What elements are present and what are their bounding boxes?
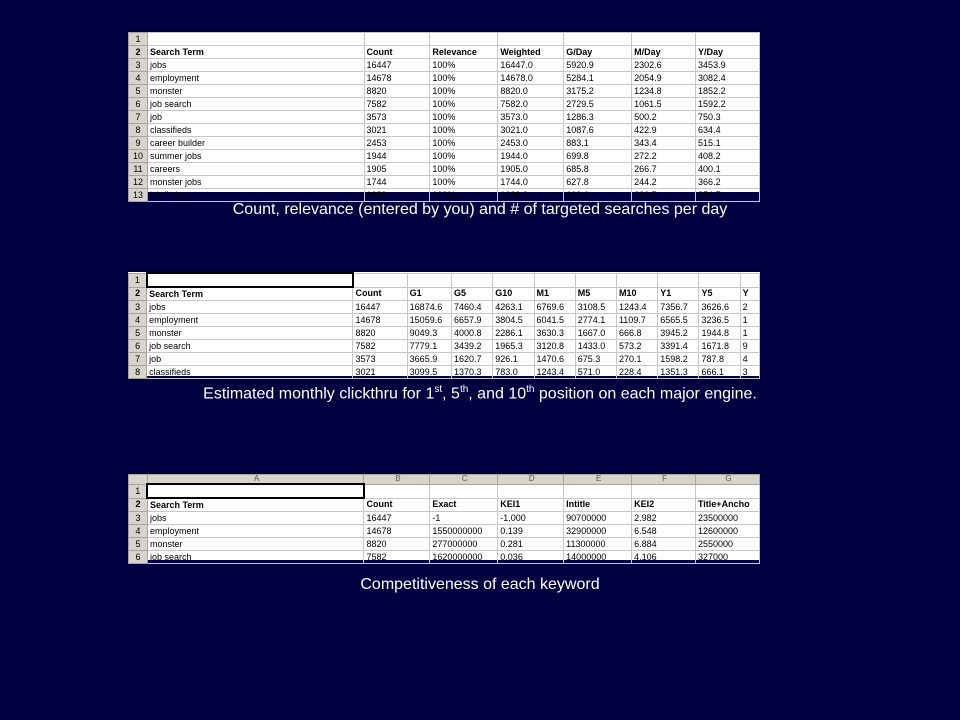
- header-cell[interactable]: M5: [575, 287, 616, 301]
- table-cell[interactable]: 3021: [364, 124, 430, 137]
- row-number[interactable]: 2: [129, 46, 148, 59]
- table-cell[interactable]: 16447: [364, 59, 430, 72]
- row-number[interactable]: 11: [129, 163, 148, 176]
- table-cell[interactable]: 1689: [364, 189, 430, 202]
- header-cell[interactable]: Count: [364, 498, 430, 512]
- table-cell[interactable]: 1852.2: [696, 85, 760, 98]
- table-cell[interactable]: 1944.0: [498, 150, 564, 163]
- table-cell[interactable]: 3573: [364, 111, 430, 124]
- table-cell[interactable]: careers: [147, 163, 364, 176]
- column-letter[interactable]: G: [695, 475, 759, 485]
- table-row: [129, 301, 760, 314]
- table-cell[interactable]: job: [147, 111, 364, 124]
- row-number[interactable]: 6: [129, 340, 147, 353]
- row-number[interactable]: 2: [129, 498, 148, 512]
- table-cell[interactable]: job search: [147, 98, 364, 111]
- table-cell[interactable]: 9049.3: [407, 327, 451, 340]
- table-cell[interactable]: 100%: [430, 176, 498, 189]
- row-1: [129, 273, 760, 287]
- table-cell[interactable]: 100%: [430, 150, 498, 163]
- table-cell[interactable]: 2: [740, 301, 759, 314]
- row-number[interactable]: 3: [129, 512, 148, 525]
- row-number[interactable]: 4: [129, 525, 148, 538]
- table-cell[interactable]: 1744.0: [498, 176, 564, 189]
- table-cell[interactable]: 8820: [364, 85, 430, 98]
- table-cell[interactable]: 100%: [430, 124, 498, 137]
- table-cell[interactable]: 3236.5: [699, 314, 740, 327]
- table-cell[interactable]: classifieds: [147, 124, 364, 137]
- table-cell[interactable]: 1: [740, 327, 759, 340]
- caption-clickthru: [0, 384, 960, 403]
- table-cell[interactable]: 14678: [353, 314, 407, 327]
- column-letter[interactable]: D: [498, 475, 564, 485]
- table-cell[interactable]: 0.036: [498, 551, 564, 564]
- header-cell[interactable]: Count: [353, 287, 407, 301]
- table-cell[interactable]: 1905.0: [498, 163, 564, 176]
- selected-cell[interactable]: [147, 273, 353, 287]
- table-cell[interactable]: 1689.0: [498, 189, 564, 202]
- table-row: [129, 327, 760, 340]
- header-cell[interactable]: M/Day: [632, 46, 696, 59]
- header-cell[interactable]: Intitle: [564, 498, 632, 512]
- table-cell[interactable]: 11300000: [564, 538, 632, 551]
- table-cell[interactable]: 100%: [430, 98, 498, 111]
- table-cell[interactable]: 1351.3: [658, 366, 699, 379]
- table-cell[interactable]: 3021: [353, 366, 407, 379]
- table-cell[interactable]: 699.8: [564, 150, 632, 163]
- table-cell[interactable]: 3573.0: [498, 111, 564, 124]
- table-cell[interactable]: classifieds: [147, 366, 353, 379]
- table-cell[interactable]: 515.1: [696, 137, 760, 150]
- table-row: [129, 137, 760, 150]
- table-cell[interactable]: 634.4: [696, 124, 760, 137]
- table-cell[interactable]: 1243.4: [534, 366, 575, 379]
- table-cell[interactable]: 2302.6: [632, 59, 696, 72]
- table-cell[interactable]: 2.982: [632, 512, 696, 525]
- table-cell[interactable]: monster: [147, 538, 364, 551]
- table-cell[interactable]: 100%: [430, 137, 498, 150]
- row-1: [129, 484, 760, 498]
- table-cell[interactable]: 573.2: [616, 340, 657, 353]
- table-cell[interactable]: 4: [740, 353, 759, 366]
- table-cell[interactable]: 1944: [364, 150, 430, 163]
- row-number[interactable]: 7: [129, 353, 147, 366]
- caption-sup: st: [434, 384, 443, 395]
- column-letter[interactable]: C: [430, 475, 498, 485]
- table-cell[interactable]: 16447.0: [498, 59, 564, 72]
- table-cell[interactable]: 9: [740, 340, 759, 353]
- table-cell[interactable]: 3630.3: [534, 327, 575, 340]
- table-cell[interactable]: 3573: [353, 353, 407, 366]
- table-cell[interactable]: 6769.6: [534, 301, 575, 314]
- table-cell[interactable]: 3804.5: [493, 314, 534, 327]
- table-cell[interactable]: 3945.2: [658, 327, 699, 340]
- table-cell[interactable]: 926.1: [493, 353, 534, 366]
- header-row: [129, 287, 760, 301]
- header-cell[interactable]: Count: [364, 46, 430, 59]
- header-cell[interactable]: Search Term: [147, 287, 353, 301]
- header-cell[interactable]: Y: [740, 287, 759, 301]
- row-number[interactable]: 5: [129, 327, 147, 340]
- column-letter[interactable]: B: [364, 475, 430, 485]
- table-cell[interactable]: 1667.0: [575, 327, 616, 340]
- header-cell[interactable]: M1: [534, 287, 575, 301]
- table-row: [129, 512, 760, 525]
- header-cell[interactable]: Relevance: [430, 46, 498, 59]
- table-cell[interactable]: 1620000000: [430, 551, 498, 564]
- caption-sup: th: [526, 384, 535, 395]
- table-cell[interactable]: monster: [147, 327, 353, 340]
- table-cell[interactable]: 750.3: [696, 111, 760, 124]
- table-cell[interactable]: 244.2: [632, 176, 696, 189]
- table-row: [129, 124, 760, 137]
- table-row: [129, 98, 760, 111]
- row-number[interactable]: 7: [129, 111, 148, 124]
- table-cell[interactable]: 277000000: [430, 538, 498, 551]
- table-row: [129, 353, 760, 366]
- table-cell[interactable]: 685.8: [564, 163, 632, 176]
- header-row: [129, 46, 760, 59]
- row-number[interactable]: 4: [129, 72, 148, 85]
- table-cell[interactable]: 272.2: [632, 150, 696, 163]
- table-cell[interactable]: 3082.4: [696, 72, 760, 85]
- table-row: [129, 366, 760, 379]
- table-cell[interactable]: 2774.1: [575, 314, 616, 327]
- table-cell[interactable]: 4000.8: [452, 327, 493, 340]
- table-cell[interactable]: 3108.5: [575, 301, 616, 314]
- table-cell[interactable]: 4263.1: [493, 301, 534, 314]
- table-cell[interactable]: employment: [147, 72, 364, 85]
- row-number[interactable]: 1: [129, 273, 147, 287]
- column-letters-row: [129, 475, 760, 485]
- table-cell[interactable]: 3626.6: [699, 301, 740, 314]
- table-cell[interactable]: 343.4: [632, 137, 696, 150]
- table-cell[interactable]: 8820: [353, 327, 407, 340]
- caption-text: Estimated monthly clickthru for 1: [203, 385, 435, 403]
- table-cell[interactable]: 270.1: [616, 353, 657, 366]
- table-cell[interactable]: summer jobs: [147, 150, 364, 163]
- header-cell[interactable]: G10: [493, 287, 534, 301]
- header-cell[interactable]: Search Term: [147, 46, 364, 59]
- caption-competitiveness: Competitiveness of each keyword: [360, 576, 600, 593]
- table-cell[interactable]: 783.0: [493, 366, 534, 379]
- row-number[interactable]: 1: [129, 484, 148, 498]
- table-cell[interactable]: 1470.6: [534, 353, 575, 366]
- table-cell[interactable]: 2286.1: [493, 327, 534, 340]
- table-cell[interactable]: 100%: [430, 189, 498, 202]
- row-number[interactable]: 3: [129, 301, 147, 314]
- table-cell[interactable]: 3175.2: [564, 85, 632, 98]
- table-cell[interactable]: 1671.8: [699, 340, 740, 353]
- table-cell[interactable]: 0.281: [498, 538, 564, 551]
- row-number[interactable]: 5: [129, 85, 148, 98]
- table-row: [129, 176, 760, 189]
- header-cell[interactable]: Search Term: [147, 498, 364, 512]
- table-cell[interactable]: 2453: [364, 137, 430, 150]
- header-cell[interactable]: Exact: [430, 498, 498, 512]
- table-row: [129, 163, 760, 176]
- table-cell[interactable]: 1370.3: [452, 366, 493, 379]
- table-cell[interactable]: job search: [147, 340, 353, 353]
- table-cell[interactable]: 6041.5: [534, 314, 575, 327]
- table-cell[interactable]: 100%: [430, 111, 498, 124]
- header-cell[interactable]: Y1: [658, 287, 699, 301]
- row-number[interactable]: 8: [129, 366, 147, 379]
- table-cell[interactable]: 1: [740, 314, 759, 327]
- table-cell[interactable]: 14678: [364, 525, 430, 538]
- table-cell[interactable]: 14678.0: [498, 72, 564, 85]
- table-row: [129, 525, 760, 538]
- table-cell[interactable]: 32900000: [564, 525, 632, 538]
- table-cell[interactable]: 228.4: [616, 366, 657, 379]
- table-cell[interactable]: 3665.9: [407, 353, 451, 366]
- spreadsheet-search-counts: [128, 32, 760, 200]
- header-cell[interactable]: G/Day: [564, 46, 632, 59]
- table-row: [129, 314, 760, 327]
- table-cell[interactable]: 1087.6: [564, 124, 632, 137]
- header-cell[interactable]: Weighted: [498, 46, 564, 59]
- table-cell[interactable]: 666.1: [699, 366, 740, 379]
- table-cell[interactable]: 100%: [430, 72, 498, 85]
- table-cell[interactable]: 883.1: [564, 137, 632, 150]
- table-cell[interactable]: 1965.3: [493, 340, 534, 353]
- table-cell[interactable]: 7779.1: [407, 340, 451, 353]
- table-cell[interactable]: 1592.2: [696, 98, 760, 111]
- table-cell[interactable]: 16874.6: [407, 301, 451, 314]
- table-cell[interactable]: 666.8: [616, 327, 657, 340]
- header-cell[interactable]: Y/Day: [696, 46, 760, 59]
- row-number[interactable]: 4: [129, 314, 147, 327]
- spreadsheet-competitiveness: [128, 474, 760, 560]
- caption-sup: th: [459, 384, 469, 395]
- table-cell[interactable]: 90700000: [564, 512, 632, 525]
- table-cell[interactable]: jobs: [147, 59, 364, 72]
- table-cell[interactable]: 608.0: [564, 189, 632, 202]
- table-cell[interactable]: job search: [147, 551, 364, 564]
- table-cell[interactable]: -1.000: [498, 512, 564, 525]
- table-row: [129, 59, 760, 72]
- table-cell[interactable]: 3099.5: [407, 366, 451, 379]
- table-row: [129, 551, 760, 564]
- header-cell[interactable]: Y5: [699, 287, 740, 301]
- table-cell[interactable]: 5284.1: [564, 72, 632, 85]
- table-cell[interactable]: 408.2: [696, 150, 760, 163]
- clickthru-table: [128, 272, 760, 379]
- table-cell[interactable]: 23500000: [695, 512, 759, 525]
- table-cell[interactable]: 7582: [364, 551, 430, 564]
- table-row: [129, 340, 760, 353]
- table-cell[interactable]: 1550000000: [430, 525, 498, 538]
- table-cell[interactable]: 7460.4: [452, 301, 493, 314]
- table-cell[interactable]: 3453.9: [696, 59, 760, 72]
- table-cell[interactable]: 1433.0: [575, 340, 616, 353]
- table-cell[interactable]: 1061.5: [632, 98, 696, 111]
- row-number[interactable]: 6: [129, 98, 148, 111]
- table-cell[interactable]: 1286.3: [564, 111, 632, 124]
- header-cell[interactable]: KEI1: [498, 498, 564, 512]
- table-cell[interactable]: 4.106: [632, 551, 696, 564]
- table-row: [129, 85, 760, 98]
- column-letter[interactable]: E: [564, 475, 632, 485]
- table-cell[interactable]: 6.548: [632, 525, 696, 538]
- row-number[interactable]: 8: [129, 124, 148, 137]
- table-cell[interactable]: 1598.2: [658, 353, 699, 366]
- row-number[interactable]: 2: [129, 287, 147, 301]
- table-cell[interactable]: jobs: [147, 512, 364, 525]
- table-cell[interactable]: 6657.9: [452, 314, 493, 327]
- table-cell[interactable]: 100%: [430, 163, 498, 176]
- competitiveness-table: [128, 474, 760, 564]
- table-cell[interactable]: 7582.0: [498, 98, 564, 111]
- table-cell[interactable]: employment: [147, 314, 353, 327]
- partial-top-row: 1: [129, 33, 760, 46]
- table-cell[interactable]: 0.139: [498, 525, 564, 538]
- row-number[interactable]: 3: [129, 59, 148, 72]
- header-cell[interactable]: G1: [407, 287, 451, 301]
- table-cell[interactable]: 3: [740, 366, 759, 379]
- table-cell[interactable]: 1744: [364, 176, 430, 189]
- table-cell[interactable]: 7582: [353, 340, 407, 353]
- table-cell[interactable]: job listings: [147, 189, 364, 202]
- table-cell[interactable]: 16447: [364, 512, 430, 525]
- table-row: [129, 538, 760, 551]
- table-cell[interactable]: 100%: [430, 59, 498, 72]
- caption-text: position on each major engine.: [534, 385, 757, 403]
- table-cell[interactable]: 1243.4: [616, 301, 657, 314]
- table-row: [129, 111, 760, 124]
- table-cell[interactable]: 6565.5: [658, 314, 699, 327]
- table-cell[interactable]: 16447: [353, 301, 407, 314]
- table-cell[interactable]: 7582: [364, 98, 430, 111]
- table-cell[interactable]: 12600000: [695, 525, 759, 538]
- caption-counts: Count, relevance (entered by you) and # of targeted searches per day: [232, 201, 728, 218]
- table-cell[interactable]: 1109.7: [616, 314, 657, 327]
- selected-cell[interactable]: [147, 484, 364, 498]
- table-cell[interactable]: 627.8: [564, 176, 632, 189]
- caption-text: , and 10: [468, 385, 527, 403]
- table-cell[interactable]: 14678: [364, 72, 430, 85]
- table-cell[interactable]: 787.8: [699, 353, 740, 366]
- table-cell[interactable]: 1944.8: [699, 327, 740, 340]
- table-cell[interactable]: 15059.6: [407, 314, 451, 327]
- header-cell[interactable]: G5: [452, 287, 493, 301]
- spreadsheet-clickthru: [128, 272, 760, 376]
- table-cell[interactable]: monster: [147, 85, 364, 98]
- table-cell[interactable]: 422.9: [632, 124, 696, 137]
- header-cell[interactable]: M10: [616, 287, 657, 301]
- row-number[interactable]: 13: [129, 189, 148, 202]
- table-cell[interactable]: 3439.2: [452, 340, 493, 353]
- table-row: [129, 150, 760, 163]
- table-cell[interactable]: 3391.4: [658, 340, 699, 353]
- search-counts-table: [128, 32, 760, 202]
- table-cell[interactable]: -1: [430, 512, 498, 525]
- table-cell[interactable]: 327000: [695, 551, 759, 564]
- table-cell[interactable]: 675.3: [575, 353, 616, 366]
- table-cell[interactable]: 366.2: [696, 176, 760, 189]
- column-letter[interactable]: F: [632, 475, 696, 485]
- header-cell[interactable]: Title+Ancho: [695, 498, 759, 512]
- header-row: [129, 498, 760, 512]
- table-cell[interactable]: 266.7: [632, 163, 696, 176]
- table-cell[interactable]: jobs: [147, 301, 353, 314]
- row-number[interactable]: 9: [129, 137, 148, 150]
- table-row: [129, 72, 760, 85]
- table-cell[interactable]: 571.0: [575, 366, 616, 379]
- table-cell[interactable]: 236.5: [632, 189, 696, 202]
- column-letter[interactable]: A: [147, 475, 364, 485]
- row-number[interactable]: 5: [129, 538, 148, 551]
- table-cell[interactable]: 2054.9: [632, 72, 696, 85]
- header-cell[interactable]: KEI2: [632, 498, 696, 512]
- table-cell[interactable]: 8820.0: [498, 85, 564, 98]
- table-cell[interactable]: 1234.8: [632, 85, 696, 98]
- table-cell[interactable]: job: [147, 353, 353, 366]
- row-number[interactable]: 10: [129, 150, 148, 163]
- table-cell[interactable]: 1620.7: [452, 353, 493, 366]
- table-cell[interactable]: 3021.0: [498, 124, 564, 137]
- table-cell[interactable]: 8820: [364, 538, 430, 551]
- table-cell[interactable]: 1905: [364, 163, 430, 176]
- table-cell[interactable]: 2550000: [695, 538, 759, 551]
- table-row: [129, 189, 760, 202]
- table-cell[interactable]: monster jobs: [147, 176, 364, 189]
- table-cell[interactable]: 500.2: [632, 111, 696, 124]
- table-cell[interactable]: 400.1: [696, 163, 760, 176]
- table-cell[interactable]: 6.884: [632, 538, 696, 551]
- caption-text: , 5: [442, 385, 460, 403]
- table-cell[interactable]: 2729.5: [564, 98, 632, 111]
- table-cell[interactable]: 14000000: [564, 551, 632, 564]
- table-cell[interactable]: career builder: [147, 137, 364, 150]
- table-cell[interactable]: 5920.9: [564, 59, 632, 72]
- table-cell[interactable]: 100%: [430, 85, 498, 98]
- table-cell[interactable]: 354.7: [696, 189, 760, 202]
- row-number[interactable]: 12: [129, 176, 148, 189]
- table-cell[interactable]: 7356.7: [658, 301, 699, 314]
- row-number[interactable]: 6: [129, 551, 148, 564]
- table-cell[interactable]: 3120.8: [534, 340, 575, 353]
- table-cell[interactable]: employment: [147, 525, 364, 538]
- table-cell[interactable]: 2453.0: [498, 137, 564, 150]
